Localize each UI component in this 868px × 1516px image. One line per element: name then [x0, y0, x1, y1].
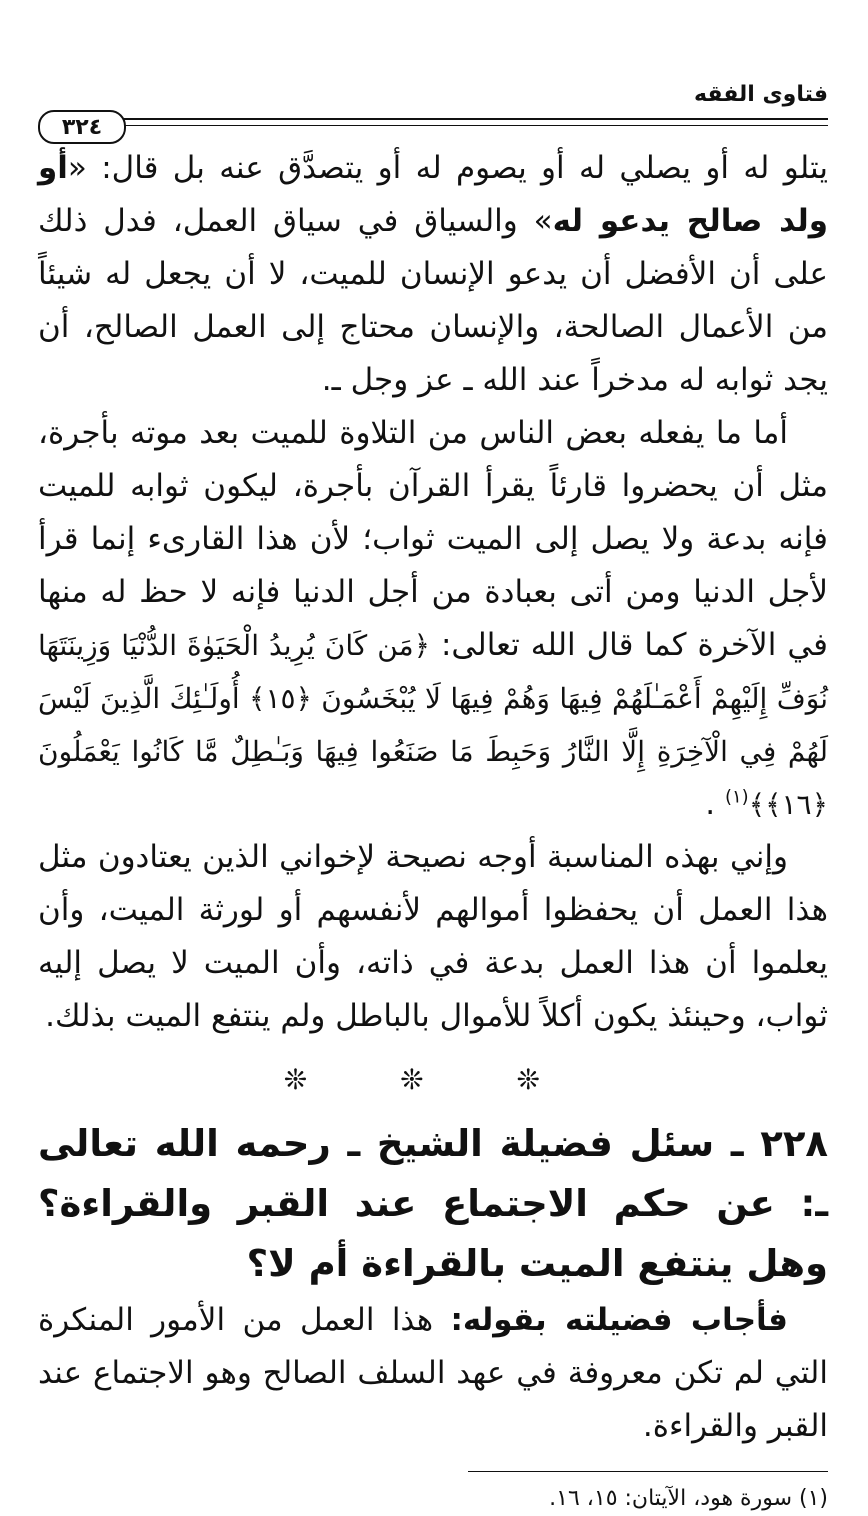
section-separator: ❊ ❊ ❊ — [283, 1063, 583, 1096]
book-page — [38, 70, 828, 1516]
page-header — [38, 70, 828, 140]
paragraph-text: . — [705, 786, 716, 822]
fatwa-question: ٢٢٨ ـ سئل فضيلة الشيخ ـ رحمه الله تعالى ـ: عن حكم الاجتماع عند القبر والقراءة؟ وهل ينتفع الميت بالقراءة أم لا؟ — [38, 1122, 828, 1285]
header-rule — [108, 118, 828, 126]
paragraph — [38, 831, 828, 1043]
answer-text: هذا العمل من الأمور المنكرة التي لم تكن معروفة في عهد السلف الصالح وهو الاجتماع عند القبر والقراءة. — [38, 1302, 828, 1444]
paragraph — [38, 407, 828, 831]
paragraph-text: » والسياق في سياق العمل، فدل ذلك على أن الأفضل أن يدعو الإنسان للميت، لا أن يجعل له شيئاً من الأعمال الصالحة، والإنسان محتاج إلى العمل الصالح، أن يجد ثوابه له مدخراً عند الله ـ عز وجل ـ. — [38, 203, 828, 398]
footnote-reference: (١) — [724, 786, 749, 808]
paragraph-text: يتلو له أو يصلي له أو يصوم له أو يتصدَّق عنه بل قال: « — [67, 150, 828, 186]
footnote: (١) سورة هود، الآيتان: ١٥، ١٦. — [549, 1486, 828, 1511]
page-number: ٣٢٤ — [38, 110, 126, 144]
paragraph-text: أما ما يفعله بعض الناس من التلاوة للميت بعد موته بأجرة، مثل أن يحضروا قارئاً يقرأ القرآن بأجرة، ليكون ثوابه للميت فإنه بدعة ولا يصل إلى الميت ثواب؛ لأن هذا القارىء إنما قرأ لأجل الدنيا ومن أتى بعبادة من أجل الدنيا فإنه لا حظ له منها في الآخرة كما قال الله تعالى: — [38, 415, 828, 663]
running-title: فتاوى الفقه — [694, 82, 828, 107]
hadith-quote: أو ولد صالح يدعو له — [38, 150, 828, 239]
page-body — [38, 142, 828, 1516]
paragraph-text: وإني بهذه المناسبة أوجه نصيحة لإخواني الذين يعتادون مثل هذا العمل أن يحفظوا أموالهم لأنفسهم أو لورثة الميت، وأن يعلموا أن هذا العمل بدعة في ذاته، وأن الميت لا يصل إليه ثواب، وحينئذ يكون أكلاً للأموال بالباطل ولم ينتفع الميت بذلك. — [38, 839, 828, 1034]
quran-verse: ﴿مَن كَانَ يُرِيدُ الْحَيَوٰةَ الدُّنْيَا وَزِينَتَهَا نُوَفِّ إِلَيْهِمْ أَعْمَـٰلَهُمْ فِيهَا وَهُمْ فِيهَا لَا يُبْخَسُونَ ﴿١٥﴾ أُولَـٰئِكَ الَّذِينَ لَيْسَ لَهُمْ فِي الْآخِرَةِ إِلَّا النَّارُ وَحَبِطَ مَا صَنَعُوا فِيهَا وَبَـٰطِلٌ مَّا كَانُوا يَعْمَلُونَ ﴿١٦﴾﴾ — [38, 629, 829, 821]
answer-lead: فأجاب فضيلته بقوله: — [450, 1302, 788, 1338]
fatwa-answer — [38, 1294, 828, 1453]
footnote-rule — [468, 1471, 828, 1472]
paragraph — [38, 142, 828, 407]
